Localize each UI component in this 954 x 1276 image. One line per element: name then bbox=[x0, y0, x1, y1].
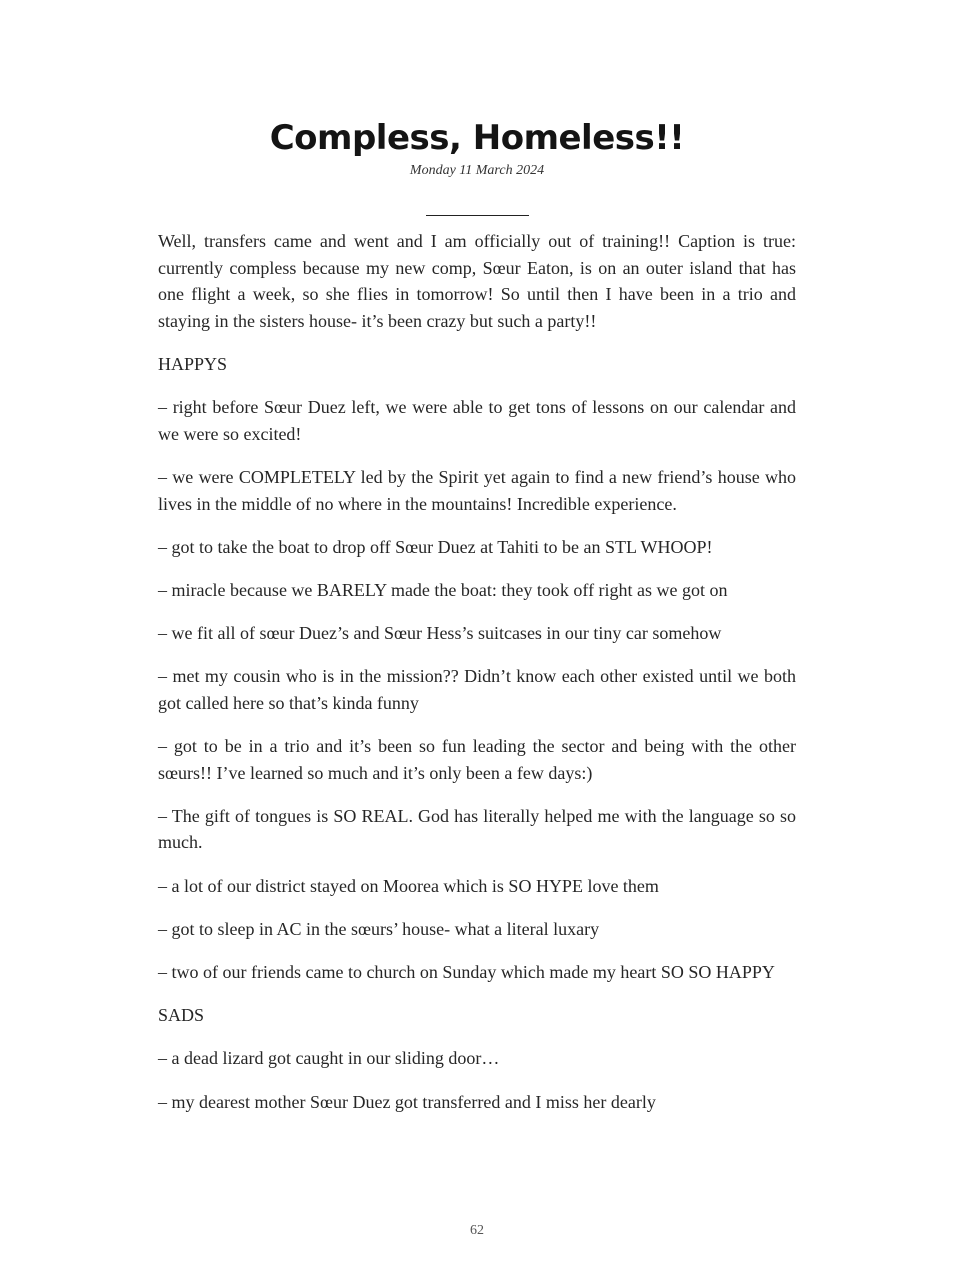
list-item: – got to sleep in AC in the sœurs’ house- what a literal luxary bbox=[158, 918, 600, 939]
happys-heading: HAPPYS bbox=[158, 353, 228, 374]
post-body bbox=[158, 228, 796, 1132]
list-item: – a lot of our district stayed on Moorea which is SO HYPE love them bbox=[158, 875, 659, 896]
list-item: – my dearest mother Sœur Duez got transferred and I miss her dearly bbox=[158, 1091, 656, 1112]
title-divider bbox=[426, 215, 529, 216]
list-item: – a dead lizard got caught in our sliding door… bbox=[158, 1048, 500, 1069]
post-date: Monday 11 March 2024 bbox=[409, 163, 545, 178]
intro-paragraph: Well, transfers came and went and I am officially out of training!! Caption is true: currently compless because my new comp, Sœur Eaton, is on an outer island that has one flight a week, so she flies in tomorrow! So until then I have been in a trio and staying in the sisters house- it’s been crazy but such a party!! bbox=[158, 231, 796, 331]
list-item: – got to be in a trio and it’s been so fun leading the sector and being with the other sœurs!! I’ve learned so much and it’s only been a few days:) bbox=[158, 736, 796, 783]
post-title: Compless, Homeless!! bbox=[269, 118, 685, 158]
list-item: – we were COMPLETELY led by the Spirit yet again to find a new friend’s house who lives in the middle of no where in the mountains! Incredible experience. bbox=[158, 466, 796, 514]
list-item: – two of our friends came to church on Sunday which made my heart SO SO HAPPY bbox=[158, 962, 775, 982]
page-number: 62 bbox=[470, 1223, 484, 1238]
list-item: – miracle because we BARELY made the boat: they took off right as we got on bbox=[158, 579, 728, 600]
sads-heading: SADS bbox=[158, 1005, 205, 1026]
list-item: – we fit all of sœur Duez’s and Sœur Hess’s suitcases in our tiny car somehow bbox=[158, 623, 722, 644]
list-item: – The gift of tongues is SO REAL. God has literally helped me with the language so so much. bbox=[158, 805, 796, 853]
list-item: – right before Sœur Duez left, we were able to get tons of lessons on our calendar and we were so excited! bbox=[158, 397, 796, 444]
list-item: – met my cousin who is in the mission?? Didn’t know each other existed until we both got called here so that’s kinda funny bbox=[158, 666, 796, 713]
list-item: – got to take the boat to drop off Sœur Duez at Tahiti to be an STL WHOOP! bbox=[158, 536, 713, 557]
